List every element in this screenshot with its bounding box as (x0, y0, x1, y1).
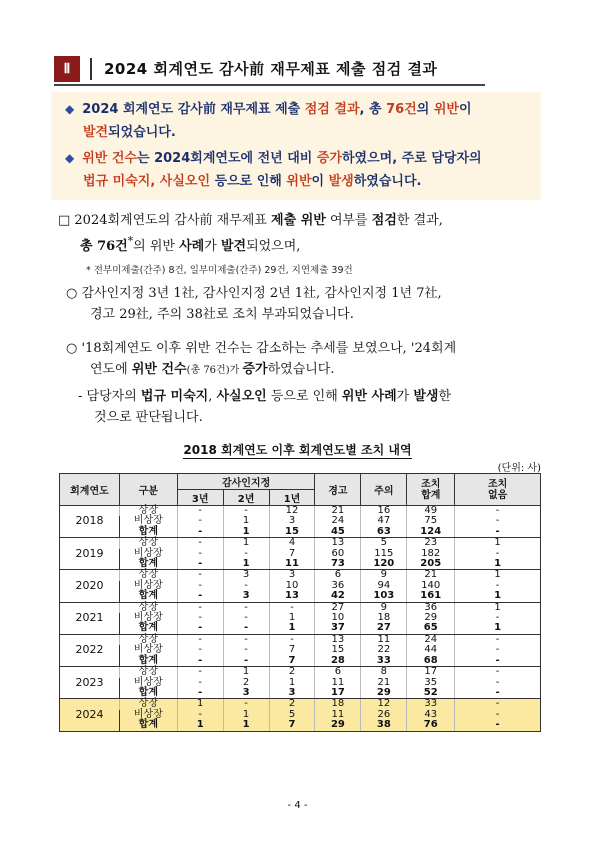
value-cell: - (177, 527, 223, 538)
value-cell: - (177, 602, 223, 613)
kind-cell: 합계 (119, 591, 177, 602)
value-cell: 5 (269, 710, 315, 720)
value-cell: - (455, 516, 541, 526)
summary-item-1: ◆ 2024 회계연도 감사前 재무제표 제출 점검 결과, 총 76건의 위반이 발견되었습니다. (65, 102, 472, 140)
table-row (60, 645, 541, 655)
value-cell: 65 (407, 623, 455, 634)
kind-cell: 비상장 (119, 613, 177, 623)
year-cell: 2018 (60, 506, 120, 538)
value-cell: 28 (315, 656, 361, 667)
value-cell: 11 (269, 559, 315, 570)
value-cell: 21 (315, 506, 361, 517)
value-cell: 22 (361, 645, 407, 655)
summary-item-2: ◆ 위반 건수는 2024회계연도에 전년 대비 증가하였으며, 주로 담당자의 법규 미숙지, 사실오인 등으로 인해 위반이 발생하였습니다. (65, 151, 482, 189)
value-cell: 12 (361, 699, 407, 710)
value-cell: 11 (361, 634, 407, 645)
table-body (60, 506, 541, 732)
value-cell: 16 (361, 506, 407, 517)
value-cell: 29 (315, 720, 361, 731)
header-caution: 주의 (361, 474, 407, 506)
value-cell: - (223, 549, 269, 559)
table-row (60, 602, 541, 613)
value-cell: - (223, 656, 269, 667)
value-cell: 6 (315, 667, 361, 678)
value-cell: 13 (315, 538, 361, 549)
value-cell: - (177, 549, 223, 559)
table-row (60, 623, 541, 634)
diamond-bullet-icon: ◆ (65, 102, 75, 116)
table-row (60, 720, 541, 731)
value-cell: - (177, 570, 223, 581)
kind-cell: 비상장 (119, 581, 177, 591)
value-cell: 2 (269, 667, 315, 678)
kind-cell: 상장 (119, 570, 177, 581)
value-cell: - (455, 688, 541, 699)
value-cell: 103 (361, 591, 407, 602)
value-cell: - (177, 506, 223, 517)
footnote: * 전부미제출(간주) 8건, 일부미제출(간주) 29건, 지연제출 39건 (86, 265, 353, 276)
value-cell: 44 (407, 645, 455, 655)
value-cell: - (455, 506, 541, 517)
value-cell: 17 (407, 667, 455, 678)
value-cell: - (177, 538, 223, 549)
header-no-action: 조치 없음 (455, 474, 541, 506)
value-cell: 124 (407, 527, 455, 538)
table-unit: (단위: 사) (497, 463, 541, 474)
diamond-bullet-icon: ◆ (65, 151, 75, 165)
value-cell: - (177, 678, 223, 688)
value-cell: - (177, 591, 223, 602)
header-kind: 구분 (119, 474, 177, 506)
value-cell: 3 (223, 570, 269, 581)
table-row (60, 559, 541, 570)
value-cell: 3 (223, 591, 269, 602)
value-cell: 1 (455, 602, 541, 613)
kind-cell: 비상장 (119, 516, 177, 526)
value-cell: 1 (177, 699, 223, 710)
value-cell: - (455, 656, 541, 667)
value-cell: 63 (361, 527, 407, 538)
kind-cell: 합계 (119, 527, 177, 538)
value-cell: - (455, 645, 541, 655)
header-2yr: 2년 (223, 490, 269, 506)
value-cell: - (177, 559, 223, 570)
value-cell: - (455, 634, 541, 645)
value-cell: - (223, 699, 269, 710)
value-cell: 7 (269, 720, 315, 731)
table-row (60, 678, 541, 688)
value-cell: 4 (269, 538, 315, 549)
value-cell: 1 (223, 559, 269, 570)
value-cell: 6 (315, 570, 361, 581)
table-row (60, 634, 541, 645)
value-cell: 1 (269, 678, 315, 688)
value-cell: - (177, 656, 223, 667)
table-row (60, 506, 541, 517)
value-cell: 11 (315, 710, 361, 720)
paragraph-trend: ○ '18회계연도 이후 위반 건수는 감소하는 추세를 보였으나, '24회계 연도에 위반 건수(총 76건)가 증가하였습니다. (66, 341, 457, 377)
value-cell: - (269, 602, 315, 613)
paragraph-result: □ 2024회계연도의 감사前 재무제표 제출 위반 여부를 점검한 결과, 총 76건*의 위반 사례가 발견되었으며, (58, 213, 443, 255)
table-row (60, 688, 541, 699)
value-cell: 13 (315, 634, 361, 645)
value-cell: 3 (269, 688, 315, 699)
kind-cell: 상장 (119, 538, 177, 549)
value-cell: 75 (407, 516, 455, 526)
table-row (60, 581, 541, 591)
table-row (60, 570, 541, 581)
value-cell: 52 (407, 688, 455, 699)
value-cell: 73 (315, 559, 361, 570)
value-cell: 8 (361, 667, 407, 678)
section-divider (54, 84, 485, 86)
value-cell: 1 (223, 538, 269, 549)
value-cell: 36 (407, 602, 455, 613)
value-cell: - (177, 667, 223, 678)
kind-cell: 상장 (119, 602, 177, 613)
header-warning: 경고 (315, 474, 361, 506)
value-cell: 29 (361, 688, 407, 699)
summary-box (51, 92, 541, 200)
value-cell: 7 (269, 645, 315, 655)
value-cell: 45 (315, 527, 361, 538)
kind-cell: 합계 (119, 656, 177, 667)
kind-cell: 상장 (119, 699, 177, 710)
table-row (60, 538, 541, 549)
value-cell: 43 (407, 710, 455, 720)
kind-cell: 상장 (119, 506, 177, 517)
year-cell: 2020 (60, 570, 120, 602)
value-cell: - (455, 581, 541, 591)
value-cell: - (223, 506, 269, 517)
value-cell: - (177, 634, 223, 645)
value-cell: 161 (407, 591, 455, 602)
value-cell: 1 (223, 527, 269, 538)
value-cell: 1 (455, 591, 541, 602)
value-cell: 18 (361, 613, 407, 623)
value-cell: - (177, 581, 223, 591)
value-cell: 3 (269, 570, 315, 581)
section-number: Ⅱ (54, 56, 80, 82)
value-cell: 2 (223, 678, 269, 688)
value-cell: 68 (407, 656, 455, 667)
value-cell: - (177, 645, 223, 655)
value-cell: 3 (223, 688, 269, 699)
page-number: - 4 - (287, 800, 308, 811)
section-header (54, 56, 485, 82)
value-cell: - (177, 688, 223, 699)
header-1yr: 1년 (269, 490, 315, 506)
kind-cell: 비상장 (119, 645, 177, 655)
value-cell: 60 (315, 549, 361, 559)
value-cell: 7 (269, 656, 315, 667)
value-cell: - (223, 634, 269, 645)
value-cell: 1 (455, 623, 541, 634)
table-row (60, 549, 541, 559)
value-cell: - (455, 527, 541, 538)
value-cell: 9 (361, 570, 407, 581)
value-cell: 21 (407, 570, 455, 581)
value-cell: 23 (407, 538, 455, 549)
value-cell: 10 (269, 581, 315, 591)
header-3yr: 3년 (177, 490, 223, 506)
value-cell: - (455, 699, 541, 710)
value-cell: 1 (269, 623, 315, 634)
value-cell: - (177, 623, 223, 634)
year-cell: 2022 (60, 634, 120, 666)
table-row (60, 656, 541, 667)
table-row (60, 710, 541, 720)
value-cell: 15 (269, 527, 315, 538)
value-cell: 2 (269, 699, 315, 710)
value-cell: - (223, 645, 269, 655)
value-cell: 1 (455, 538, 541, 549)
value-cell: 94 (361, 581, 407, 591)
kind-cell: 합계 (119, 623, 177, 634)
value-cell: - (223, 602, 269, 613)
table-row (60, 516, 541, 526)
value-cell: 36 (315, 581, 361, 591)
value-cell: 1 (269, 613, 315, 623)
kind-cell: 합계 (119, 559, 177, 570)
value-cell: 49 (407, 506, 455, 517)
value-cell: 1 (455, 570, 541, 581)
value-cell: - (223, 623, 269, 634)
kind-cell: 상장 (119, 667, 177, 678)
value-cell: 10 (315, 613, 361, 623)
value-cell: 35 (407, 678, 455, 688)
value-cell: 76 (407, 720, 455, 731)
kind-cell: 비상장 (119, 678, 177, 688)
value-cell: 24 (407, 634, 455, 645)
value-cell: 33 (361, 656, 407, 667)
value-cell: 1 (223, 720, 269, 731)
kind-cell: 비상장 (119, 710, 177, 720)
year-cell: 2023 (60, 667, 120, 699)
value-cell: 15 (315, 645, 361, 655)
value-cell: 47 (361, 516, 407, 526)
value-cell: 182 (407, 549, 455, 559)
value-cell: 1 (455, 559, 541, 570)
value-cell: 27 (361, 623, 407, 634)
value-cell: 115 (361, 549, 407, 559)
value-cell: 38 (361, 720, 407, 731)
value-cell: - (177, 613, 223, 623)
value-cell: 1 (223, 710, 269, 720)
kind-cell: 합계 (119, 688, 177, 699)
value-cell: 33 (407, 699, 455, 710)
value-cell: 1 (223, 516, 269, 526)
year-cell: 2024 (60, 699, 120, 731)
year-cell: 2019 (60, 538, 120, 570)
value-cell: 24 (315, 516, 361, 526)
value-cell: 13 (269, 591, 315, 602)
value-cell: 29 (407, 613, 455, 623)
value-cell: - (455, 720, 541, 731)
header-total: 조치 합계 (407, 474, 455, 506)
value-cell: - (455, 667, 541, 678)
table-row (60, 527, 541, 538)
value-cell: 5 (361, 538, 407, 549)
value-cell: 205 (407, 559, 455, 570)
value-cell: 11 (315, 678, 361, 688)
value-cell: - (223, 581, 269, 591)
table-row (60, 591, 541, 602)
value-cell: - (177, 516, 223, 526)
value-cell: 27 (315, 602, 361, 613)
header-designation: 감사인지정 (177, 474, 315, 490)
table-title: 2018 회계연도 이후 회계연도별 조치 내역 (183, 443, 412, 457)
value-cell: 17 (315, 688, 361, 699)
kind-cell: 합계 (119, 720, 177, 731)
value-cell: 18 (315, 699, 361, 710)
kind-cell: 상장 (119, 634, 177, 645)
value-cell: - (455, 678, 541, 688)
value-cell: 26 (361, 710, 407, 720)
kind-cell: 비상장 (119, 549, 177, 559)
sanctions-table (59, 473, 541, 732)
table-row (60, 613, 541, 623)
table-row (60, 667, 541, 678)
value-cell: 9 (361, 602, 407, 613)
paragraph-cause: - 담당자의 법규 미숙지, 사실오인 등으로 인해 위반 사례가 발생한 것으로 판단됩니다. (78, 389, 452, 425)
value-cell: - (177, 710, 223, 720)
value-cell: 1 (223, 667, 269, 678)
value-cell: 140 (407, 581, 455, 591)
value-cell: 120 (361, 559, 407, 570)
value-cell: - (455, 613, 541, 623)
value-cell: 42 (315, 591, 361, 602)
value-cell: 12 (269, 506, 315, 517)
value-cell: - (455, 710, 541, 720)
value-cell: 1 (177, 720, 223, 731)
paragraph-sanctions: ○ 감사인지정 3년 1社, 감사인지정 2년 1社, 감사인지정 1년 7社, 경고 29社, 주의 38社로 조치 부과되었습니다. (66, 286, 442, 322)
value-cell: 21 (361, 678, 407, 688)
section-title: 2024 회계연도 감사前 재무제표 제출 점검 결과 (90, 58, 437, 80)
value-cell: - (269, 634, 315, 645)
value-cell: 37 (315, 623, 361, 634)
value-cell: - (455, 549, 541, 559)
value-cell: 3 (269, 516, 315, 526)
year-cell: 2021 (60, 602, 120, 634)
value-cell: - (223, 613, 269, 623)
table-row (60, 699, 541, 710)
header-year: 회계연도 (60, 474, 120, 506)
value-cell: 7 (269, 549, 315, 559)
